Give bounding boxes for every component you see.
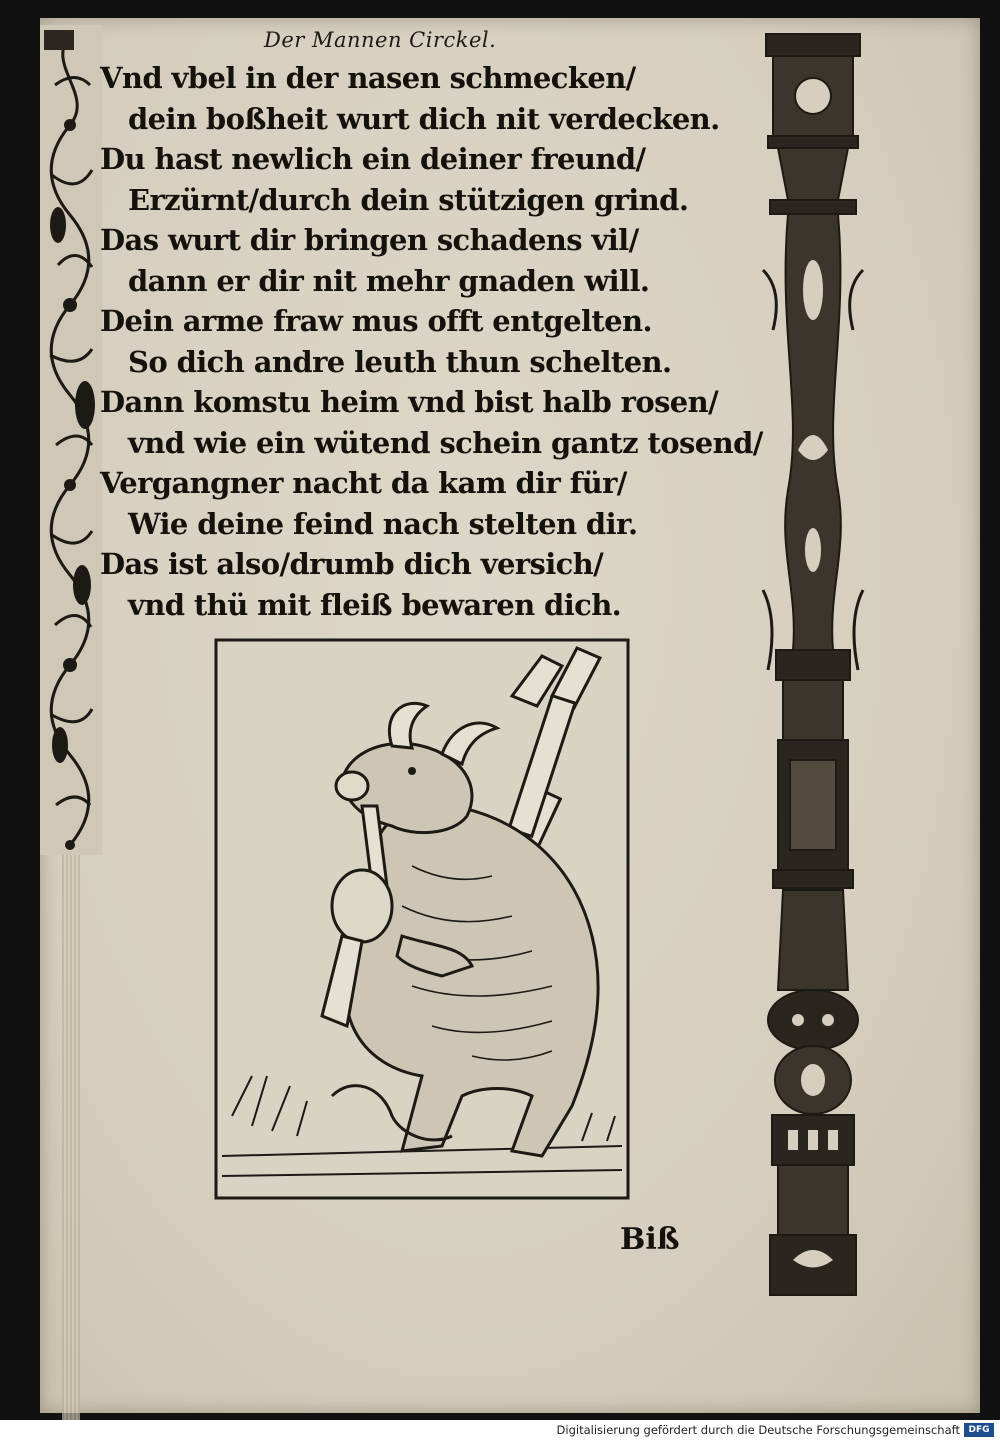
verse-line: dann er dir nit mehr gnaden will. (128, 263, 650, 298)
dfg-logo: DFG (964, 1423, 994, 1437)
verse-line: Das ist also/drumb dich versich/ (100, 547, 604, 581)
verse-line: vnd thü mit fleiß bewaren dich. (128, 587, 622, 622)
verse-line: Du hast newlich ein deiner freund/ (100, 142, 646, 176)
verse-line: vnd wie ein wütend schein gantz tosend/ (128, 425, 763, 460)
funding-credit: Digitalisierung gefördert durch die Deutsche Forschungsgemeinschaft (556, 1423, 960, 1437)
verse-line: Dann komstu heim vnd bist halb rosen/ (100, 385, 719, 419)
right-ornamental-column (758, 30, 868, 1300)
verse-line: dein boßheit wurt dich nit verdecken. (128, 101, 720, 136)
woodcut-bull-bagpipe-illustration (212, 636, 632, 1202)
verse-line: Vergangner nacht da kam dir für/ (100, 466, 627, 500)
page-corner-mark (44, 30, 74, 50)
verse-line: Das wurt dir bringen schadens vil/ (100, 223, 639, 257)
left-ornamental-border (40, 25, 102, 855)
catchword: Biß (620, 1222, 680, 1257)
verse-block (100, 58, 763, 625)
footer-bar (0, 1420, 1000, 1441)
verse-line: Dein arme fraw mus offt entgelten. (100, 304, 652, 338)
verse-line: So dich andre leuth thun schelten. (128, 344, 672, 379)
verse-line: Erzürnt/durch dein stützigen grind. (128, 182, 689, 217)
page-edge-stack (62, 830, 80, 1430)
verse-line: Vnd vbel in der nasen schmecken/ (100, 61, 636, 95)
verse-line: Wie deine feind nach stelten dir. (128, 506, 638, 541)
running-head: Der Mannen Circkel. (264, 28, 497, 52)
